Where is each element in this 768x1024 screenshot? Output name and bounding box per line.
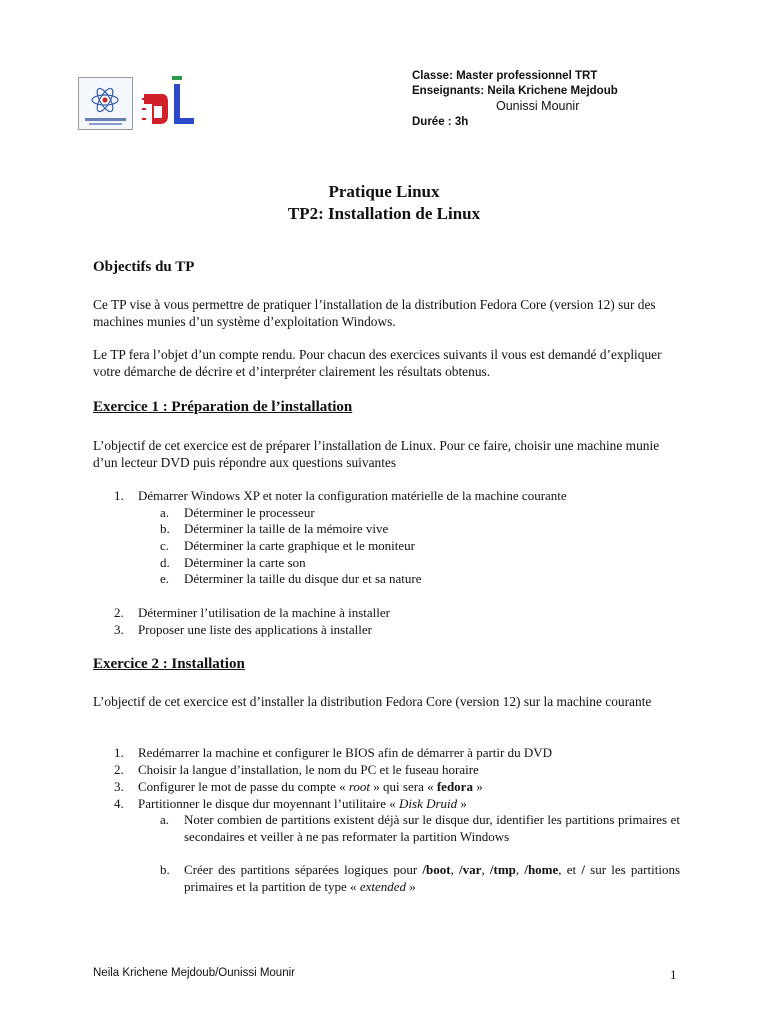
list-item: 2. Déterminer l’utilisation de la machine à installer [114, 605, 390, 620]
circuit-logo-icon [140, 74, 198, 130]
class-info: Classe: Master professionnel TRT [412, 70, 598, 82]
list-subitem: d. Déterminer la carte son [160, 555, 306, 570]
footer-authors: Neila Krichene Mejdoub/Ounissi Mounir [93, 967, 295, 979]
list-item: 3. Configurer le mot de passe du compte « root » qui sera « fedora » [114, 779, 483, 794]
atom-emblem-icon [79, 78, 132, 129]
exercise-2-heading: Exercice 2 : Installation [93, 656, 245, 672]
objectives-paragraph-2: Le TP fera l’objet d’un compte rendu. Pour chacun des exercices suivants il vous est demandé d’expliquer votre démarche de décrire et d’interpréter clairement les résultats obtenus. [93, 347, 662, 379]
faculty-logo [78, 77, 133, 130]
list-item: 3. Proposer une liste des applications à installer [114, 622, 372, 637]
list-item: 4. Partitionner le disque dur moyennant l’utilitaire « Disk Druid » [114, 796, 467, 811]
list-subitem: c. Déterminer la carte graphique et le moniteur [160, 538, 416, 553]
list-subitem: b. Déterminer la taille de la mémoire vive [160, 521, 389, 536]
list-subitem: b. Créer des partitions séparées logiques pour /boot, /var, /tmp, /home, et / sur les partitions primaires et la partition de type « extended » [160, 862, 681, 894]
department-logo [140, 74, 198, 130]
list-item: 2. Choisir la langue d’installation, le nom du PC et le fuseau horaire [114, 762, 479, 777]
exercise-1-intro: L’objectif de cet exercice est de préparer l’installation de Linux. Pour ce faire, choisir une machine munie d’un lecteur DVD puis répondre aux questions suivantes [93, 438, 660, 470]
list-item: 1. Démarrer Windows XP et noter la configuration matérielle de la machine courante [114, 488, 567, 503]
list-subitem: a. Noter combien de partitions existent déjà sur le disque dur, identifier les partitions primaires et secondaires et veiller à ne pas reformater la partition Windows [160, 812, 680, 844]
list-subitem: e. Déterminer la taille du disque dur et sa nature [160, 571, 422, 586]
tp-title: TP2: Installation de Linux [287, 204, 481, 223]
objectives-paragraph-1: Ce TP vise à vous permettre de pratiquer l’installation de la distribution Fedora Core (version 12) sur des machines munies d’un système d’exploitation Windows. [93, 297, 656, 329]
course-title: Pratique Linux [328, 182, 440, 201]
exercise-1-heading: Exercice 1 : Préparation de l’installation [93, 399, 353, 415]
list-item: 1. Redémarrer la machine et configurer le BIOS afin de démarrer à partir du DVD [114, 745, 553, 760]
teacher-secondary: Ounissi Mounir [496, 99, 580, 113]
objectives-heading: Objectifs du TP [93, 259, 195, 275]
page-number: 1 [670, 967, 677, 982]
duration-info: Durée : 3h [412, 116, 469, 128]
list-subitem: a. Déterminer le processeur [160, 505, 315, 520]
exercise-2-intro: L’objectif de cet exercice est d’installer la distribution Fedora Core (version 12) sur la machine courante [93, 694, 652, 709]
teachers-info: Enseignants: Neila Krichene Mejdoub [412, 85, 618, 97]
